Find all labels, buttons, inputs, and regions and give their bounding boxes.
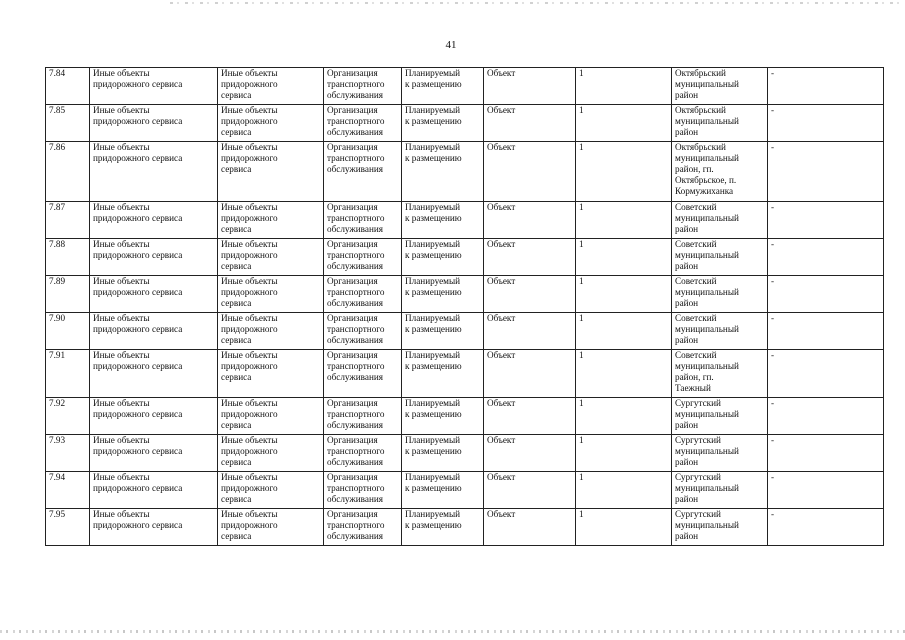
object-type-line: Иные объекты xyxy=(221,313,278,323)
object-location xyxy=(672,276,768,313)
row-number: 7.89 xyxy=(46,276,90,313)
object-location-line: муниципальный xyxy=(675,324,739,334)
object-purpose-line: транспортного xyxy=(327,483,385,493)
object-location-line: муниципальный xyxy=(675,361,739,371)
object-name-line: придорожного сервиса xyxy=(93,79,183,89)
object-location xyxy=(672,313,768,350)
object-purpose-line: транспортного xyxy=(327,446,385,456)
object-status-line: к размещению xyxy=(405,409,462,419)
object-note: - xyxy=(768,105,884,142)
object-count: 1 xyxy=(576,202,672,239)
table-row xyxy=(46,398,884,435)
object-status xyxy=(402,68,484,105)
object-status xyxy=(402,509,484,546)
object-status-line: к размещению xyxy=(405,79,462,89)
object-type-line: Иные объекты xyxy=(221,202,278,212)
object-type-line: придорожного xyxy=(221,213,278,223)
object-note: - xyxy=(768,276,884,313)
object-type xyxy=(218,239,324,276)
object-location-line: муниципальный xyxy=(675,213,739,223)
object-purpose xyxy=(324,68,402,105)
object-status xyxy=(402,276,484,313)
object-status-line: к размещению xyxy=(405,116,462,126)
object-purpose xyxy=(324,276,402,313)
object-location-line: Октябрьский xyxy=(675,142,726,152)
object-type-line: Иные объекты xyxy=(221,509,278,519)
object-type xyxy=(218,509,324,546)
object-location-line: район xyxy=(675,335,699,345)
object-status-line: к размещению xyxy=(405,153,462,163)
object-status xyxy=(402,142,484,202)
table-row xyxy=(46,472,884,509)
object-name-line: придорожного сервиса xyxy=(93,153,183,163)
object-status-line: Планируемый xyxy=(405,105,461,115)
objects-table xyxy=(45,67,884,546)
object-type xyxy=(218,276,324,313)
object-type-line: сервиса xyxy=(221,531,252,541)
table-body xyxy=(46,68,884,546)
object-name-line: Иные объекты xyxy=(93,398,150,408)
object-type-line: сервиса xyxy=(221,420,252,430)
object-location xyxy=(672,68,768,105)
object-location-line: муниципальный xyxy=(675,250,739,260)
object-location-line: муниципальный xyxy=(675,153,739,163)
object-name xyxy=(90,105,218,142)
object-count: 1 xyxy=(576,68,672,105)
object-status-line: Планируемый xyxy=(405,202,461,212)
object-type-line: придорожного xyxy=(221,79,278,89)
object-purpose xyxy=(324,472,402,509)
object-purpose xyxy=(324,202,402,239)
table-row xyxy=(46,509,884,546)
object-purpose-line: Организация xyxy=(327,202,378,212)
object-type xyxy=(218,435,324,472)
object-type-line: Иные объекты xyxy=(221,105,278,115)
object-purpose-line: обслуживания xyxy=(327,420,384,430)
object-location-line: Советский xyxy=(675,202,717,212)
object-status-line: Планируемый xyxy=(405,68,461,78)
object-purpose-line: обслуживания xyxy=(327,127,384,137)
object-location xyxy=(672,202,768,239)
object-name-line: Иные объекты xyxy=(93,142,150,152)
object-type xyxy=(218,105,324,142)
object-name-line: Иные объекты xyxy=(93,350,150,360)
object-name-line: придорожного сервиса xyxy=(93,361,183,371)
object-type-line: Иные объекты xyxy=(221,142,278,152)
object-purpose-line: Организация xyxy=(327,350,378,360)
object-purpose-line: Организация xyxy=(327,509,378,519)
object-status-line: Планируемый xyxy=(405,239,461,249)
object-name-line: придорожного сервиса xyxy=(93,213,183,223)
object-purpose xyxy=(324,398,402,435)
object-note: - xyxy=(768,435,884,472)
object-purpose-line: Организация xyxy=(327,142,378,152)
object-type-line: сервиса xyxy=(221,224,252,234)
object-purpose-line: Организация xyxy=(327,398,378,408)
object-status xyxy=(402,398,484,435)
row-number: 7.85 xyxy=(46,105,90,142)
object-name-line: придорожного сервиса xyxy=(93,520,183,530)
object-location-line: Сургутский xyxy=(675,435,721,445)
table-row xyxy=(46,350,884,398)
object-name-line: Иные объекты xyxy=(93,509,150,519)
object-location xyxy=(672,472,768,509)
scan-noise-bottom xyxy=(0,630,905,633)
object-kind: Объект xyxy=(484,350,576,398)
object-count: 1 xyxy=(576,142,672,202)
object-location-line: район xyxy=(675,457,699,467)
object-note: - xyxy=(768,313,884,350)
object-note: - xyxy=(768,398,884,435)
object-status xyxy=(402,202,484,239)
object-kind: Объект xyxy=(484,276,576,313)
object-status-line: к размещению xyxy=(405,250,462,260)
object-location-line: район, гп. xyxy=(675,164,714,174)
object-name xyxy=(90,509,218,546)
object-location-line: Советский xyxy=(675,239,717,249)
scan-noise-top xyxy=(170,2,900,4)
object-location-line: Советский xyxy=(675,313,717,323)
row-number: 7.95 xyxy=(46,509,90,546)
object-location xyxy=(672,105,768,142)
object-name-line: придорожного сервиса xyxy=(93,287,183,297)
object-purpose-line: Организация xyxy=(327,239,378,249)
object-type-line: Иные объекты xyxy=(221,239,278,249)
table-row xyxy=(46,142,884,202)
object-location xyxy=(672,239,768,276)
row-number: 7.84 xyxy=(46,68,90,105)
object-kind: Объект xyxy=(484,435,576,472)
object-purpose xyxy=(324,435,402,472)
object-type xyxy=(218,398,324,435)
object-purpose-line: обслуживания xyxy=(327,494,384,504)
object-kind: Объект xyxy=(484,398,576,435)
object-purpose-line: транспортного xyxy=(327,213,385,223)
object-location-line: муниципальный xyxy=(675,409,739,419)
object-name-line: придорожного сервиса xyxy=(93,446,183,456)
object-status-line: Планируемый xyxy=(405,313,461,323)
object-location-line: Октябрьское, п. xyxy=(675,175,737,185)
object-status-line: Планируемый xyxy=(405,142,461,152)
object-location-line: район xyxy=(675,261,699,271)
object-count: 1 xyxy=(576,239,672,276)
object-name xyxy=(90,398,218,435)
object-type-line: сервиса xyxy=(221,298,252,308)
object-type-line: Иные объекты xyxy=(221,276,278,286)
object-location-line: Октябрьский xyxy=(675,68,726,78)
object-status xyxy=(402,435,484,472)
object-type-line: сервиса xyxy=(221,457,252,467)
object-type-line: придорожного xyxy=(221,409,278,419)
object-status-line: к размещению xyxy=(405,361,462,371)
object-purpose-line: транспортного xyxy=(327,153,385,163)
object-location-line: район xyxy=(675,531,699,541)
object-type-line: придорожного xyxy=(221,324,278,334)
object-purpose-line: обслуживания xyxy=(327,261,384,271)
table-row xyxy=(46,313,884,350)
object-name xyxy=(90,202,218,239)
object-count: 1 xyxy=(576,105,672,142)
object-location-line: Кормужиханка xyxy=(675,186,734,196)
object-name-line: Иные объекты xyxy=(93,239,150,249)
object-type-line: сервиса xyxy=(221,261,252,271)
object-count: 1 xyxy=(576,398,672,435)
object-note: - xyxy=(768,239,884,276)
object-name xyxy=(90,239,218,276)
object-kind: Объект xyxy=(484,68,576,105)
object-type-line: Иные объекты xyxy=(221,350,278,360)
row-number: 7.86 xyxy=(46,142,90,202)
row-number: 7.87 xyxy=(46,202,90,239)
object-location xyxy=(672,509,768,546)
object-purpose-line: обслуживания xyxy=(327,457,384,467)
object-name-line: придорожного сервиса xyxy=(93,409,183,419)
object-location-line: Сургутский xyxy=(675,398,721,408)
object-type-line: Иные объекты xyxy=(221,435,278,445)
object-purpose-line: обслуживания xyxy=(327,335,384,345)
table-row xyxy=(46,239,884,276)
row-number: 7.88 xyxy=(46,239,90,276)
object-kind: Объект xyxy=(484,509,576,546)
object-purpose-line: обслуживания xyxy=(327,372,384,382)
object-purpose-line: Организация xyxy=(327,105,378,115)
object-location-line: район xyxy=(675,90,699,100)
object-status-line: к размещению xyxy=(405,446,462,456)
object-location-line: район xyxy=(675,224,699,234)
object-name xyxy=(90,472,218,509)
object-type-line: сервиса xyxy=(221,127,252,137)
object-type-line: сервиса xyxy=(221,372,252,382)
object-type-line: придорожного xyxy=(221,116,278,126)
object-purpose-line: транспортного xyxy=(327,324,385,334)
object-type-line: сервиса xyxy=(221,90,252,100)
object-status-line: к размещению xyxy=(405,213,462,223)
object-status xyxy=(402,350,484,398)
object-type xyxy=(218,68,324,105)
object-status-line: Планируемый xyxy=(405,435,461,445)
object-status-line: Планируемый xyxy=(405,350,461,360)
object-status xyxy=(402,313,484,350)
object-status xyxy=(402,105,484,142)
object-name-line: придорожного сервиса xyxy=(93,483,183,493)
object-location-line: муниципальный xyxy=(675,520,739,530)
object-purpose-line: транспортного xyxy=(327,116,385,126)
object-purpose-line: Организация xyxy=(327,276,378,286)
table-row xyxy=(46,68,884,105)
object-type-line: сервиса xyxy=(221,494,252,504)
object-location-line: Таежный xyxy=(675,383,711,393)
object-name-line: Иные объекты xyxy=(93,105,150,115)
object-type-line: Иные объекты xyxy=(221,472,278,482)
object-status-line: Планируемый xyxy=(405,509,461,519)
object-purpose-line: Организация xyxy=(327,472,378,482)
object-count: 1 xyxy=(576,350,672,398)
object-name-line: Иные объекты xyxy=(93,435,150,445)
object-count: 1 xyxy=(576,509,672,546)
object-name-line: Иные объекты xyxy=(93,472,150,482)
object-status-line: Планируемый xyxy=(405,276,461,286)
object-purpose-line: транспортного xyxy=(327,250,385,260)
object-location-line: Советский xyxy=(675,350,717,360)
object-location xyxy=(672,435,768,472)
object-location-line: муниципальный xyxy=(675,483,739,493)
object-purpose xyxy=(324,142,402,202)
object-count: 1 xyxy=(576,276,672,313)
object-type-line: придорожного xyxy=(221,287,278,297)
page-number: 41 xyxy=(445,39,457,51)
object-purpose-line: обслуживания xyxy=(327,531,384,541)
object-name-line: придорожного сервиса xyxy=(93,324,183,334)
table-row xyxy=(46,202,884,239)
object-note: - xyxy=(768,68,884,105)
object-name-line: Иные объекты xyxy=(93,202,150,212)
object-location-line: муниципальный xyxy=(675,287,739,297)
object-status xyxy=(402,239,484,276)
object-purpose-line: Организация xyxy=(327,435,378,445)
object-location-line: район, гп. xyxy=(675,372,714,382)
object-count: 1 xyxy=(576,313,672,350)
object-name-line: Иные объекты xyxy=(93,68,150,78)
object-location-line: муниципальный xyxy=(675,79,739,89)
row-number: 7.91 xyxy=(46,350,90,398)
object-status-line: к размещению xyxy=(405,287,462,297)
object-type-line: придорожного xyxy=(221,446,278,456)
object-type xyxy=(218,350,324,398)
object-location-line: район xyxy=(675,298,699,308)
object-purpose xyxy=(324,350,402,398)
object-purpose-line: транспортного xyxy=(327,361,385,371)
object-name-line: придорожного сервиса xyxy=(93,116,183,126)
object-type xyxy=(218,142,324,202)
object-type xyxy=(218,202,324,239)
object-location-line: район xyxy=(675,420,699,430)
object-type-line: Иные объекты xyxy=(221,398,278,408)
object-type-line: сервиса xyxy=(221,335,252,345)
object-location-line: муниципальный xyxy=(675,446,739,456)
table-row xyxy=(46,105,884,142)
object-purpose-line: транспортного xyxy=(327,79,385,89)
object-status-line: к размещению xyxy=(405,520,462,530)
object-name xyxy=(90,435,218,472)
object-type-line: сервиса xyxy=(221,164,252,174)
object-purpose-line: обслуживания xyxy=(327,298,384,308)
object-kind: Объект xyxy=(484,142,576,202)
object-note: - xyxy=(768,350,884,398)
object-purpose xyxy=(324,509,402,546)
object-purpose-line: Организация xyxy=(327,313,378,323)
object-name xyxy=(90,142,218,202)
object-location xyxy=(672,142,768,202)
object-location-line: Советский xyxy=(675,276,717,286)
object-status xyxy=(402,472,484,509)
row-number: 7.94 xyxy=(46,472,90,509)
object-kind: Объект xyxy=(484,239,576,276)
object-location-line: муниципальный xyxy=(675,116,739,126)
object-kind: Объект xyxy=(484,202,576,239)
object-purpose-line: Организация xyxy=(327,68,378,78)
object-location-line: Сургутский xyxy=(675,472,721,482)
object-type-line: придорожного xyxy=(221,153,278,163)
object-kind: Объект xyxy=(484,313,576,350)
object-name xyxy=(90,68,218,105)
row-number: 7.92 xyxy=(46,398,90,435)
object-status-line: Планируемый xyxy=(405,472,461,482)
object-status-line: к размещению xyxy=(405,324,462,334)
object-note: - xyxy=(768,509,884,546)
object-note: - xyxy=(768,142,884,202)
object-type xyxy=(218,472,324,509)
object-status-line: к размещению xyxy=(405,483,462,493)
object-name-line: Иные объекты xyxy=(93,276,150,286)
object-purpose-line: транспортного xyxy=(327,409,385,419)
object-purpose xyxy=(324,239,402,276)
table-row xyxy=(46,276,884,313)
object-name xyxy=(90,350,218,398)
object-location-line: Октябрьский xyxy=(675,105,726,115)
object-location-line: район xyxy=(675,494,699,504)
object-type-line: придорожного xyxy=(221,250,278,260)
object-count: 1 xyxy=(576,435,672,472)
object-location-line: район xyxy=(675,127,699,137)
object-type-line: придорожного xyxy=(221,520,278,530)
object-kind: Объект xyxy=(484,472,576,509)
row-number: 7.90 xyxy=(46,313,90,350)
row-number: 7.93 xyxy=(46,435,90,472)
object-name xyxy=(90,313,218,350)
object-location xyxy=(672,350,768,398)
object-name xyxy=(90,276,218,313)
object-type-line: придорожного xyxy=(221,483,278,493)
object-name-line: Иные объекты xyxy=(93,313,150,323)
object-count: 1 xyxy=(576,472,672,509)
object-note: - xyxy=(768,472,884,509)
object-location xyxy=(672,398,768,435)
object-status-line: Планируемый xyxy=(405,398,461,408)
object-purpose-line: транспортного xyxy=(327,520,385,530)
table-row xyxy=(46,435,884,472)
object-purpose-line: обслуживания xyxy=(327,224,384,234)
object-type-line: придорожного xyxy=(221,361,278,371)
object-name-line: придорожного сервиса xyxy=(93,250,183,260)
object-purpose xyxy=(324,313,402,350)
object-purpose-line: обслуживания xyxy=(327,164,384,174)
object-purpose-line: обслуживания xyxy=(327,90,384,100)
object-purpose-line: транспортного xyxy=(327,287,385,297)
object-type xyxy=(218,313,324,350)
object-purpose xyxy=(324,105,402,142)
object-type-line: Иные объекты xyxy=(221,68,278,78)
object-location-line: Сургутский xyxy=(675,509,721,519)
object-kind: Объект xyxy=(484,105,576,142)
object-note: - xyxy=(768,202,884,239)
